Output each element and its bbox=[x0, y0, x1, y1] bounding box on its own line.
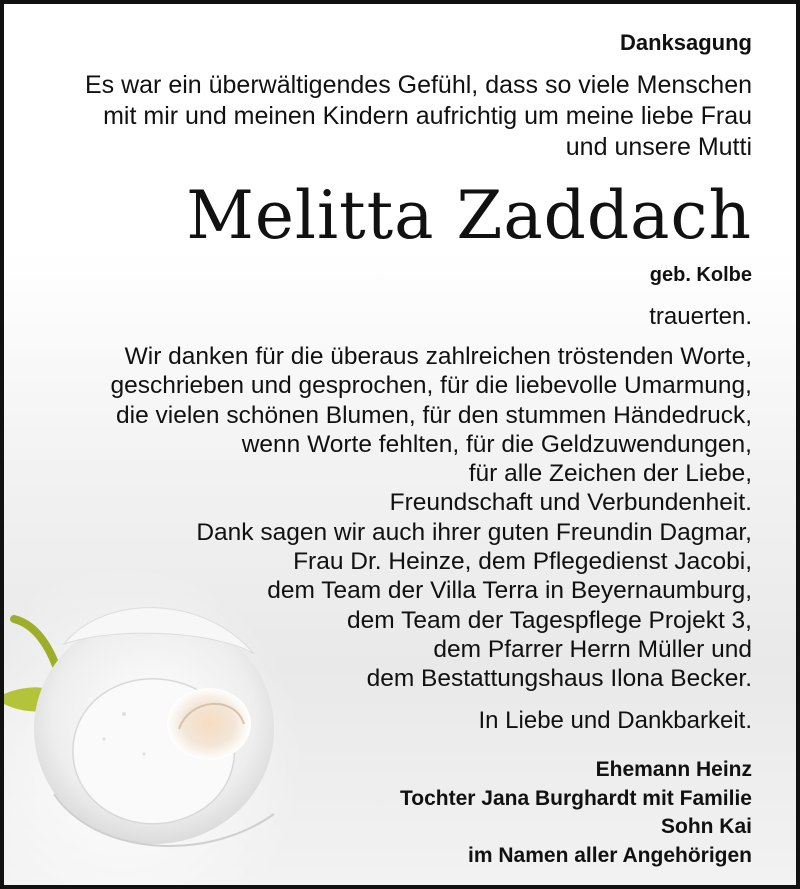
thanks-line: für alle Zeichen der Liebe, bbox=[468, 460, 752, 488]
intro-line: mit mir und meinen Kindern aufrichtig um meine liebe Frau bbox=[103, 102, 752, 130]
heading: Danksagung bbox=[619, 30, 752, 55]
thanks-line: dem Pfarrer Herrn Müller und bbox=[433, 635, 752, 663]
mourned-text: trauerten. bbox=[649, 303, 752, 330]
signature-line: Sohn Kai bbox=[660, 815, 752, 838]
thanks-line: wenn Worte fehlten, für die Geldzuwendungen, bbox=[241, 430, 752, 458]
thanks-line: dem Bestattungshaus Ilona Becker. bbox=[366, 665, 752, 693]
thanks-text bbox=[111, 342, 752, 694]
thanks-line: Freundschaft und Verbundenheit. bbox=[389, 489, 752, 517]
closing-text: In Liebe und Dankbarkeit. bbox=[478, 707, 752, 734]
signature-line: Ehemann Heinz bbox=[595, 758, 752, 781]
thanks-line: Wir danken für die überaus zahlreichen tröstenden Worte, bbox=[124, 343, 752, 370]
thanks-line: die vielen schönen Blumen, für den stummen Händedruck, bbox=[116, 401, 752, 429]
thanks-line: dem Team der Villa Terra in Beyernaumburg, bbox=[267, 577, 752, 605]
thanks-line: geschrieben und gesprochen, für die liebevolle Umarmung, bbox=[110, 372, 752, 400]
intro-text bbox=[85, 70, 752, 163]
intro-line: Es war ein überwältigendes Gefühl, dass so viele Menschen bbox=[84, 71, 752, 99]
thanks-line: dem Team der Tagespflege Projekt 3, bbox=[347, 606, 752, 634]
maiden-name: geb. Kolbe bbox=[649, 264, 752, 286]
signature-line: Tochter Jana Burghardt mit Familie bbox=[399, 786, 752, 810]
signature-line: im Namen aller Angehörigen bbox=[468, 843, 752, 867]
intro-line: und unsere Mutti bbox=[565, 133, 752, 161]
thanks-line: Frau Dr. Heinze, dem Pflegedienst Jacobi, bbox=[293, 548, 752, 576]
signatures bbox=[400, 756, 752, 870]
thanks-line: Dank sagen wir auch ihrer guten Freundin Dagmar, bbox=[196, 518, 752, 546]
deceased-name: Melitta Zaddach bbox=[186, 177, 752, 254]
